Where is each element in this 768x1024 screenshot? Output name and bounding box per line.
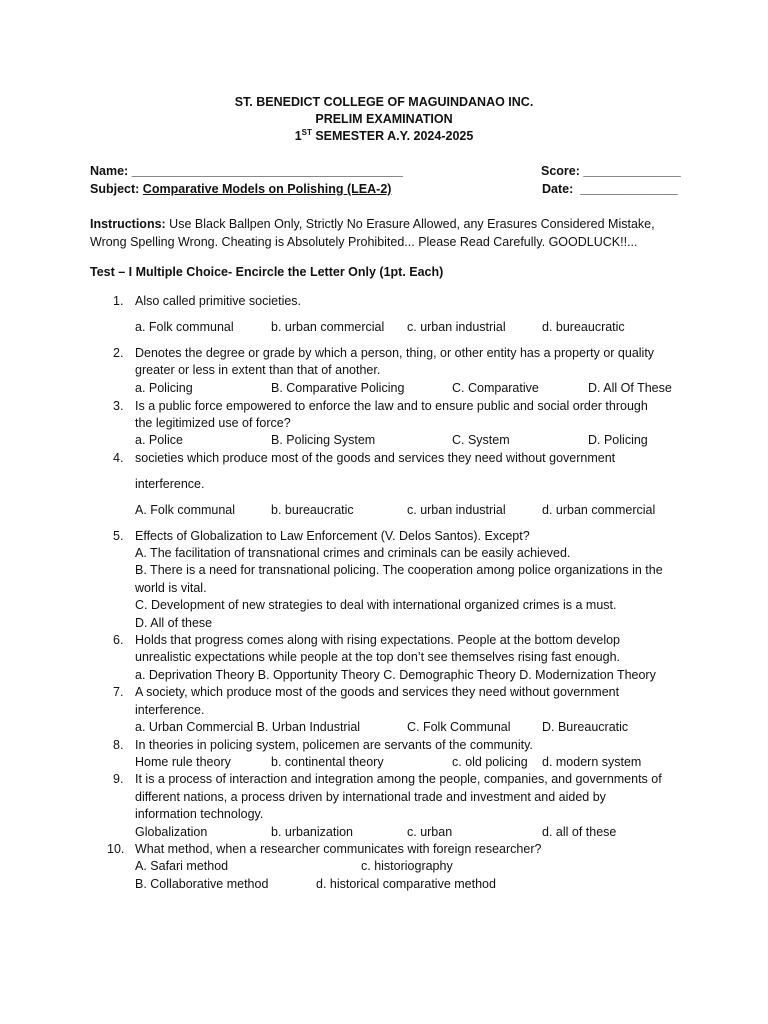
instructions-label: Instructions: xyxy=(90,217,166,231)
choice-a[interactable]: a. Police xyxy=(135,433,183,447)
subject-label: Subject: xyxy=(90,182,140,196)
choice-a[interactable]: A. Safari method xyxy=(135,859,229,873)
question-number: 9. xyxy=(113,772,124,786)
choice-c[interactable]: c. old policing xyxy=(452,755,528,769)
choice-b[interactable]: B. There is a need for transnational policing. The cooperation among police organizations in the xyxy=(135,563,663,577)
choice-d[interactable]: D. All Of These xyxy=(588,381,672,395)
choice-c[interactable]: c. urban xyxy=(407,825,453,839)
subject-value: Comparative Models on Polishing (LEA-2) xyxy=(142,182,392,196)
instructions-line-1 xyxy=(90,216,655,232)
choice-d[interactable]: D. Bureaucratic xyxy=(542,720,629,734)
choice-b[interactable]: b. continental theory xyxy=(271,755,384,769)
choice-c[interactable]: C. Folk Communal xyxy=(407,720,511,734)
choice-b[interactable]: b. urban commercial xyxy=(271,320,385,334)
question-number: 7. xyxy=(113,685,124,699)
choice-c[interactable]: c. urban industrial xyxy=(407,320,506,334)
date-field xyxy=(542,181,678,197)
choice-a[interactable]: A. The facilitation of transnational crimes and criminals can be easily achieved. xyxy=(135,546,571,560)
question-text: unrealistic expectations while people at the top don’t see themselves rising fast enough. xyxy=(135,650,621,664)
subject-field xyxy=(90,181,391,197)
choice-a[interactable]: Home rule theory xyxy=(135,755,231,769)
question-number: 6. xyxy=(113,633,124,647)
question-text: Also called primitive societies. xyxy=(135,294,302,308)
school-name: ST. BENEDICT COLLEGE OF MAGUINDANAO INC. xyxy=(234,95,534,109)
semester-superscript: ST xyxy=(301,127,312,137)
choice-d[interactable]: D. All of these xyxy=(135,616,213,630)
name-blank[interactable]: _______________________________________ xyxy=(131,164,403,178)
choice-b[interactable]: b. urbanization xyxy=(271,825,354,839)
question-text: In theories in policing system, policemen are servants of the community. xyxy=(135,738,533,752)
choice-d[interactable]: d. historical comparative method xyxy=(316,877,496,891)
question-number: 3. xyxy=(113,399,124,413)
question-text: different nations, a process driven by international trade and investment and aided by xyxy=(135,790,606,804)
question-number: 2. xyxy=(113,346,124,360)
instructions-line-2: Wrong Spelling Wrong. Cheating is Absolutely Prohibited... Please Read Carefully. GOODLUCK!!... xyxy=(90,235,638,249)
choice-a[interactable]: a. Policing xyxy=(135,381,193,395)
choice-b-continued[interactable]: world is vital. xyxy=(135,581,207,595)
question-text: societies which produce most of the goods and services they need without government xyxy=(135,451,616,465)
choice-row[interactable]: a. Deprivation Theory B. Opportunity Theory C. Demographic Theory D. Modernization Theory xyxy=(135,668,656,682)
test-title: Test – I Multiple Choice- Encircle the Letter Only (1pt. Each) xyxy=(90,265,444,279)
question-text: It is a process of interaction and integration among the people, companies, and governments of xyxy=(135,772,662,786)
semester-number: 1 xyxy=(294,129,302,143)
choice-b[interactable]: b. bureaucratic xyxy=(271,503,354,517)
choice-a-b[interactable]: a. Urban Commercial B. Urban Industrial xyxy=(135,720,361,734)
question-text: Effects of Globalization to Law Enforcement (V. Delos Santos). Except? xyxy=(135,529,530,543)
semester-line xyxy=(0,128,768,144)
choice-d[interactable]: d. bureaucratic xyxy=(542,320,625,334)
instructions-text-1: Use Black Ballpen Only, Strictly No Erasure Allowed, any Erasures Considered Mistake, xyxy=(165,217,655,231)
name-label: Name: xyxy=(90,164,129,178)
question-number: 5. xyxy=(113,529,124,543)
choice-a[interactable]: Globalization xyxy=(135,825,208,839)
question-number: 4. xyxy=(113,451,124,465)
choice-c[interactable]: C. Comparative xyxy=(452,381,539,395)
choice-c[interactable]: c. historiography xyxy=(361,859,453,873)
choice-d[interactable]: d. all of these xyxy=(542,825,617,839)
score-blank[interactable]: ______________ xyxy=(583,164,681,178)
choice-d[interactable]: d. urban commercial xyxy=(542,503,656,517)
question-text: interference. xyxy=(135,477,205,491)
choice-d[interactable]: d. modern system xyxy=(542,755,642,769)
name-field xyxy=(90,163,403,179)
question-text: greater or less in extent than that of another. xyxy=(135,363,381,377)
question-text: Denotes the degree or grade by which a person, thing, or other entity has a property or quality xyxy=(135,346,655,360)
choice-a[interactable]: a. Folk communal xyxy=(135,320,234,334)
question-text: Holds that progress comes along with rising expectations. People at the bottom develop xyxy=(135,633,620,647)
choice-c[interactable]: c. urban industrial xyxy=(407,503,506,517)
choice-d[interactable]: D. Policing xyxy=(588,433,648,447)
question-text: A society, which produce most of the goods and services they need without government xyxy=(135,685,620,699)
question-number: 1. xyxy=(113,294,124,308)
semester-text: SEMESTER A.Y. 2024-2025 xyxy=(311,129,474,143)
exam-title: PRELIM EXAMINATION xyxy=(315,112,453,126)
choice-c[interactable]: C. System xyxy=(452,433,510,447)
question-number: 8. xyxy=(113,738,124,752)
question-text: interference. xyxy=(135,703,205,717)
question-text: Is a public force empowered to enforce the law and to ensure public and social order through xyxy=(135,399,648,413)
question-text: information technology. xyxy=(135,807,264,821)
score-field xyxy=(541,163,681,179)
choice-b[interactable]: B. Policing System xyxy=(271,433,376,447)
question-number: 10. xyxy=(107,842,125,856)
date-blank[interactable]: ______________ xyxy=(580,182,678,196)
choice-a[interactable]: A. Folk communal xyxy=(135,503,236,517)
choice-c[interactable]: C. Development of new strategies to deal with international organized crimes is a must. xyxy=(135,598,617,612)
date-label: Date: xyxy=(542,182,574,196)
question-text: the legitimized use of force? xyxy=(135,416,291,430)
question-text: What method, when a researcher communicates with foreign researcher? xyxy=(135,842,542,856)
choice-b[interactable]: B. Comparative Policing xyxy=(271,381,405,395)
choice-b[interactable]: B. Collaborative method xyxy=(135,877,269,891)
score-label: Score: xyxy=(541,164,580,178)
